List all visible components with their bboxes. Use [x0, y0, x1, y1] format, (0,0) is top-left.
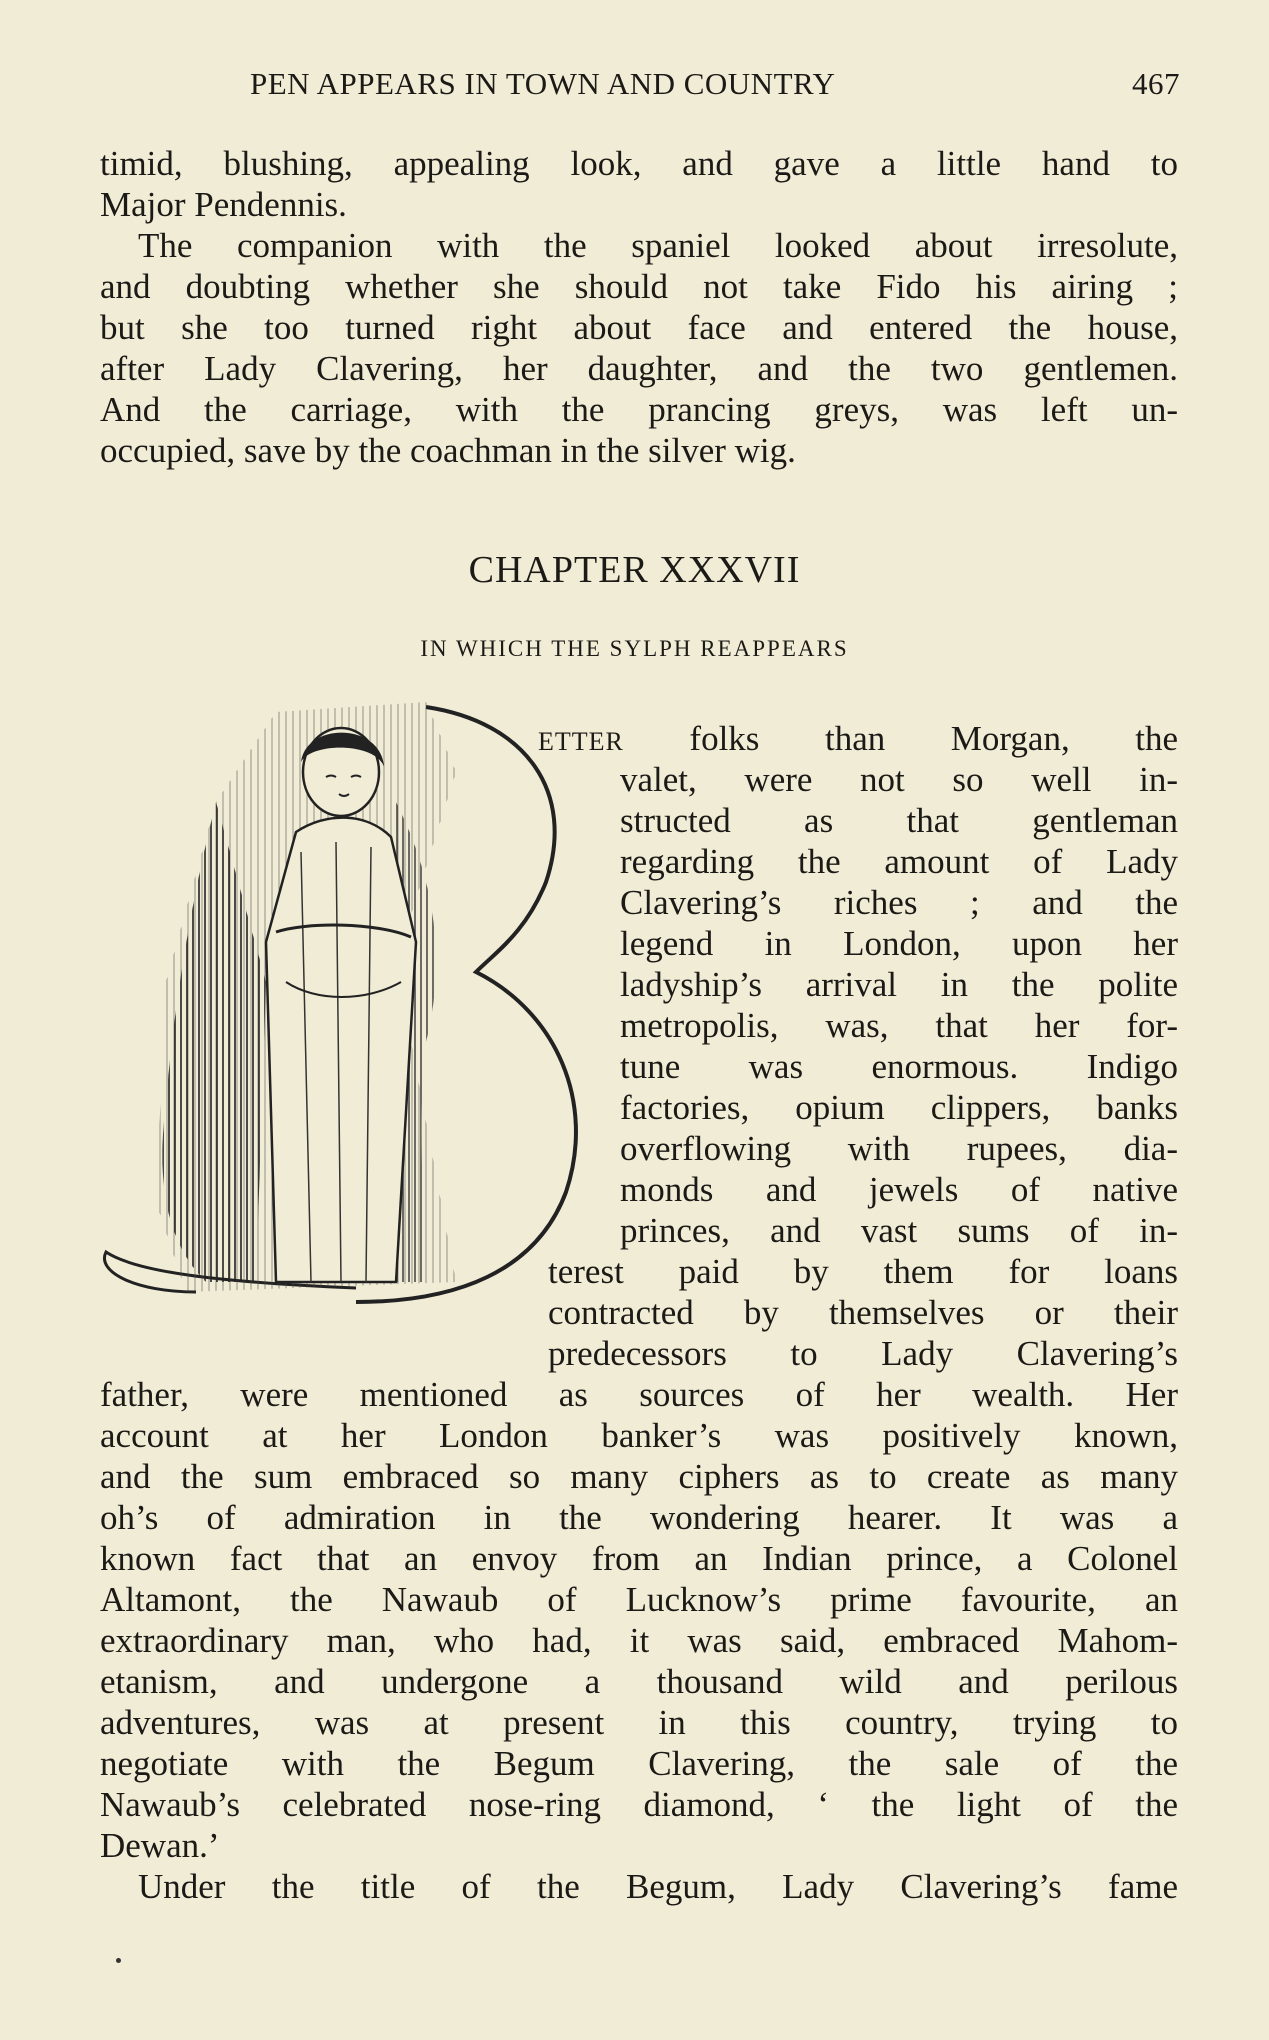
text-line: account at her London banker’s was positively known,	[100, 1416, 1178, 1455]
text-line: timid, blushing, appealing look, and gave a little hand to	[100, 144, 1178, 183]
chapter-subtitle: IN WHICH THE SYLPH REAPPEARS	[420, 636, 849, 661]
text-line: etanism, and undergone a thousand wild and perilous	[100, 1662, 1178, 1701]
running-title: PEN APPEARS IN TOWN AND COUNTRY	[250, 66, 836, 101]
text-line: Major Pendennis.	[100, 185, 347, 224]
text-line: adventures, was at present in this country, trying to	[100, 1703, 1178, 1742]
text-line: predecessors to Lady Clavering’s	[548, 1334, 1178, 1373]
text-line: structed as that gentleman	[620, 801, 1178, 840]
text-line: legend in London, upon her	[620, 924, 1178, 963]
text-line: princes, and vast sums of in-	[620, 1211, 1178, 1250]
page-speck	[116, 1958, 121, 1963]
text-line: tune was enormous. Indigo	[620, 1047, 1178, 1086]
text-line: Dewan.’	[100, 1826, 220, 1865]
text-line: regarding the amount of Lady	[620, 842, 1178, 881]
text-line: extraordinary man, who had, it was said, embraced Mahom-	[100, 1621, 1178, 1660]
text-line: folks than Morgan, the	[689, 719, 1178, 758]
text-line: And the carriage, with the prancing greys, was left un-	[100, 390, 1178, 429]
dropcap-smallcaps: ETTER	[538, 727, 624, 756]
text-line: overflowing with rupees, dia-	[620, 1129, 1178, 1168]
text-line: Under the title of the Begum, Lady Clavering’s fame	[138, 1867, 1178, 1906]
dropcap-illustration	[96, 682, 596, 1322]
text-line: negotiate with the Begum Clavering, the sale of the	[100, 1744, 1178, 1783]
page-number: 467	[1132, 66, 1180, 101]
text-line: valet, were not so well in-	[620, 760, 1178, 799]
text-line: factories, opium clippers, banks	[620, 1088, 1178, 1127]
chapter-title: CHAPTER XXXVII	[468, 549, 801, 591]
text-line: monds and jewels of native	[620, 1170, 1178, 1209]
dropcap-first-line	[538, 718, 1178, 762]
text-line: Nawaub’s celebrated nose-ring diamond, ‘ the light of the	[100, 1785, 1178, 1824]
text-line: and the sum embraced so many ciphers as to create as many	[100, 1457, 1178, 1496]
text-line: terest paid by them for loans	[548, 1252, 1178, 1291]
text-line: ladyship’s arrival in the polite	[620, 965, 1178, 1004]
text-line: The companion with the spaniel looked about irresolute,	[138, 226, 1178, 265]
text-line: but she too turned right about face and entered the house,	[100, 308, 1178, 347]
text-line: and doubting whether she should not take Fido his airing ;	[100, 267, 1178, 306]
text-line: metropolis, was, that her for-	[620, 1006, 1178, 1045]
text-line: father, were mentioned as sources of her wealth. Her	[100, 1375, 1178, 1414]
text-line: Clavering’s riches ; and the	[620, 883, 1178, 922]
text-line: oh’s of admiration in the wondering hearer. It was a	[100, 1498, 1178, 1537]
text-line: occupied, save by the coachman in the silver wig.	[100, 431, 796, 470]
text-line: after Lady Clavering, her daughter, and the two gentlemen.	[100, 349, 1178, 388]
text-line: known fact that an envoy from an Indian prince, a Colonel	[100, 1539, 1178, 1578]
text-line: contracted by themselves or their	[548, 1293, 1178, 1332]
text-line: Altamont, the Nawaub of Lucknow’s prime favourite, an	[100, 1580, 1178, 1619]
